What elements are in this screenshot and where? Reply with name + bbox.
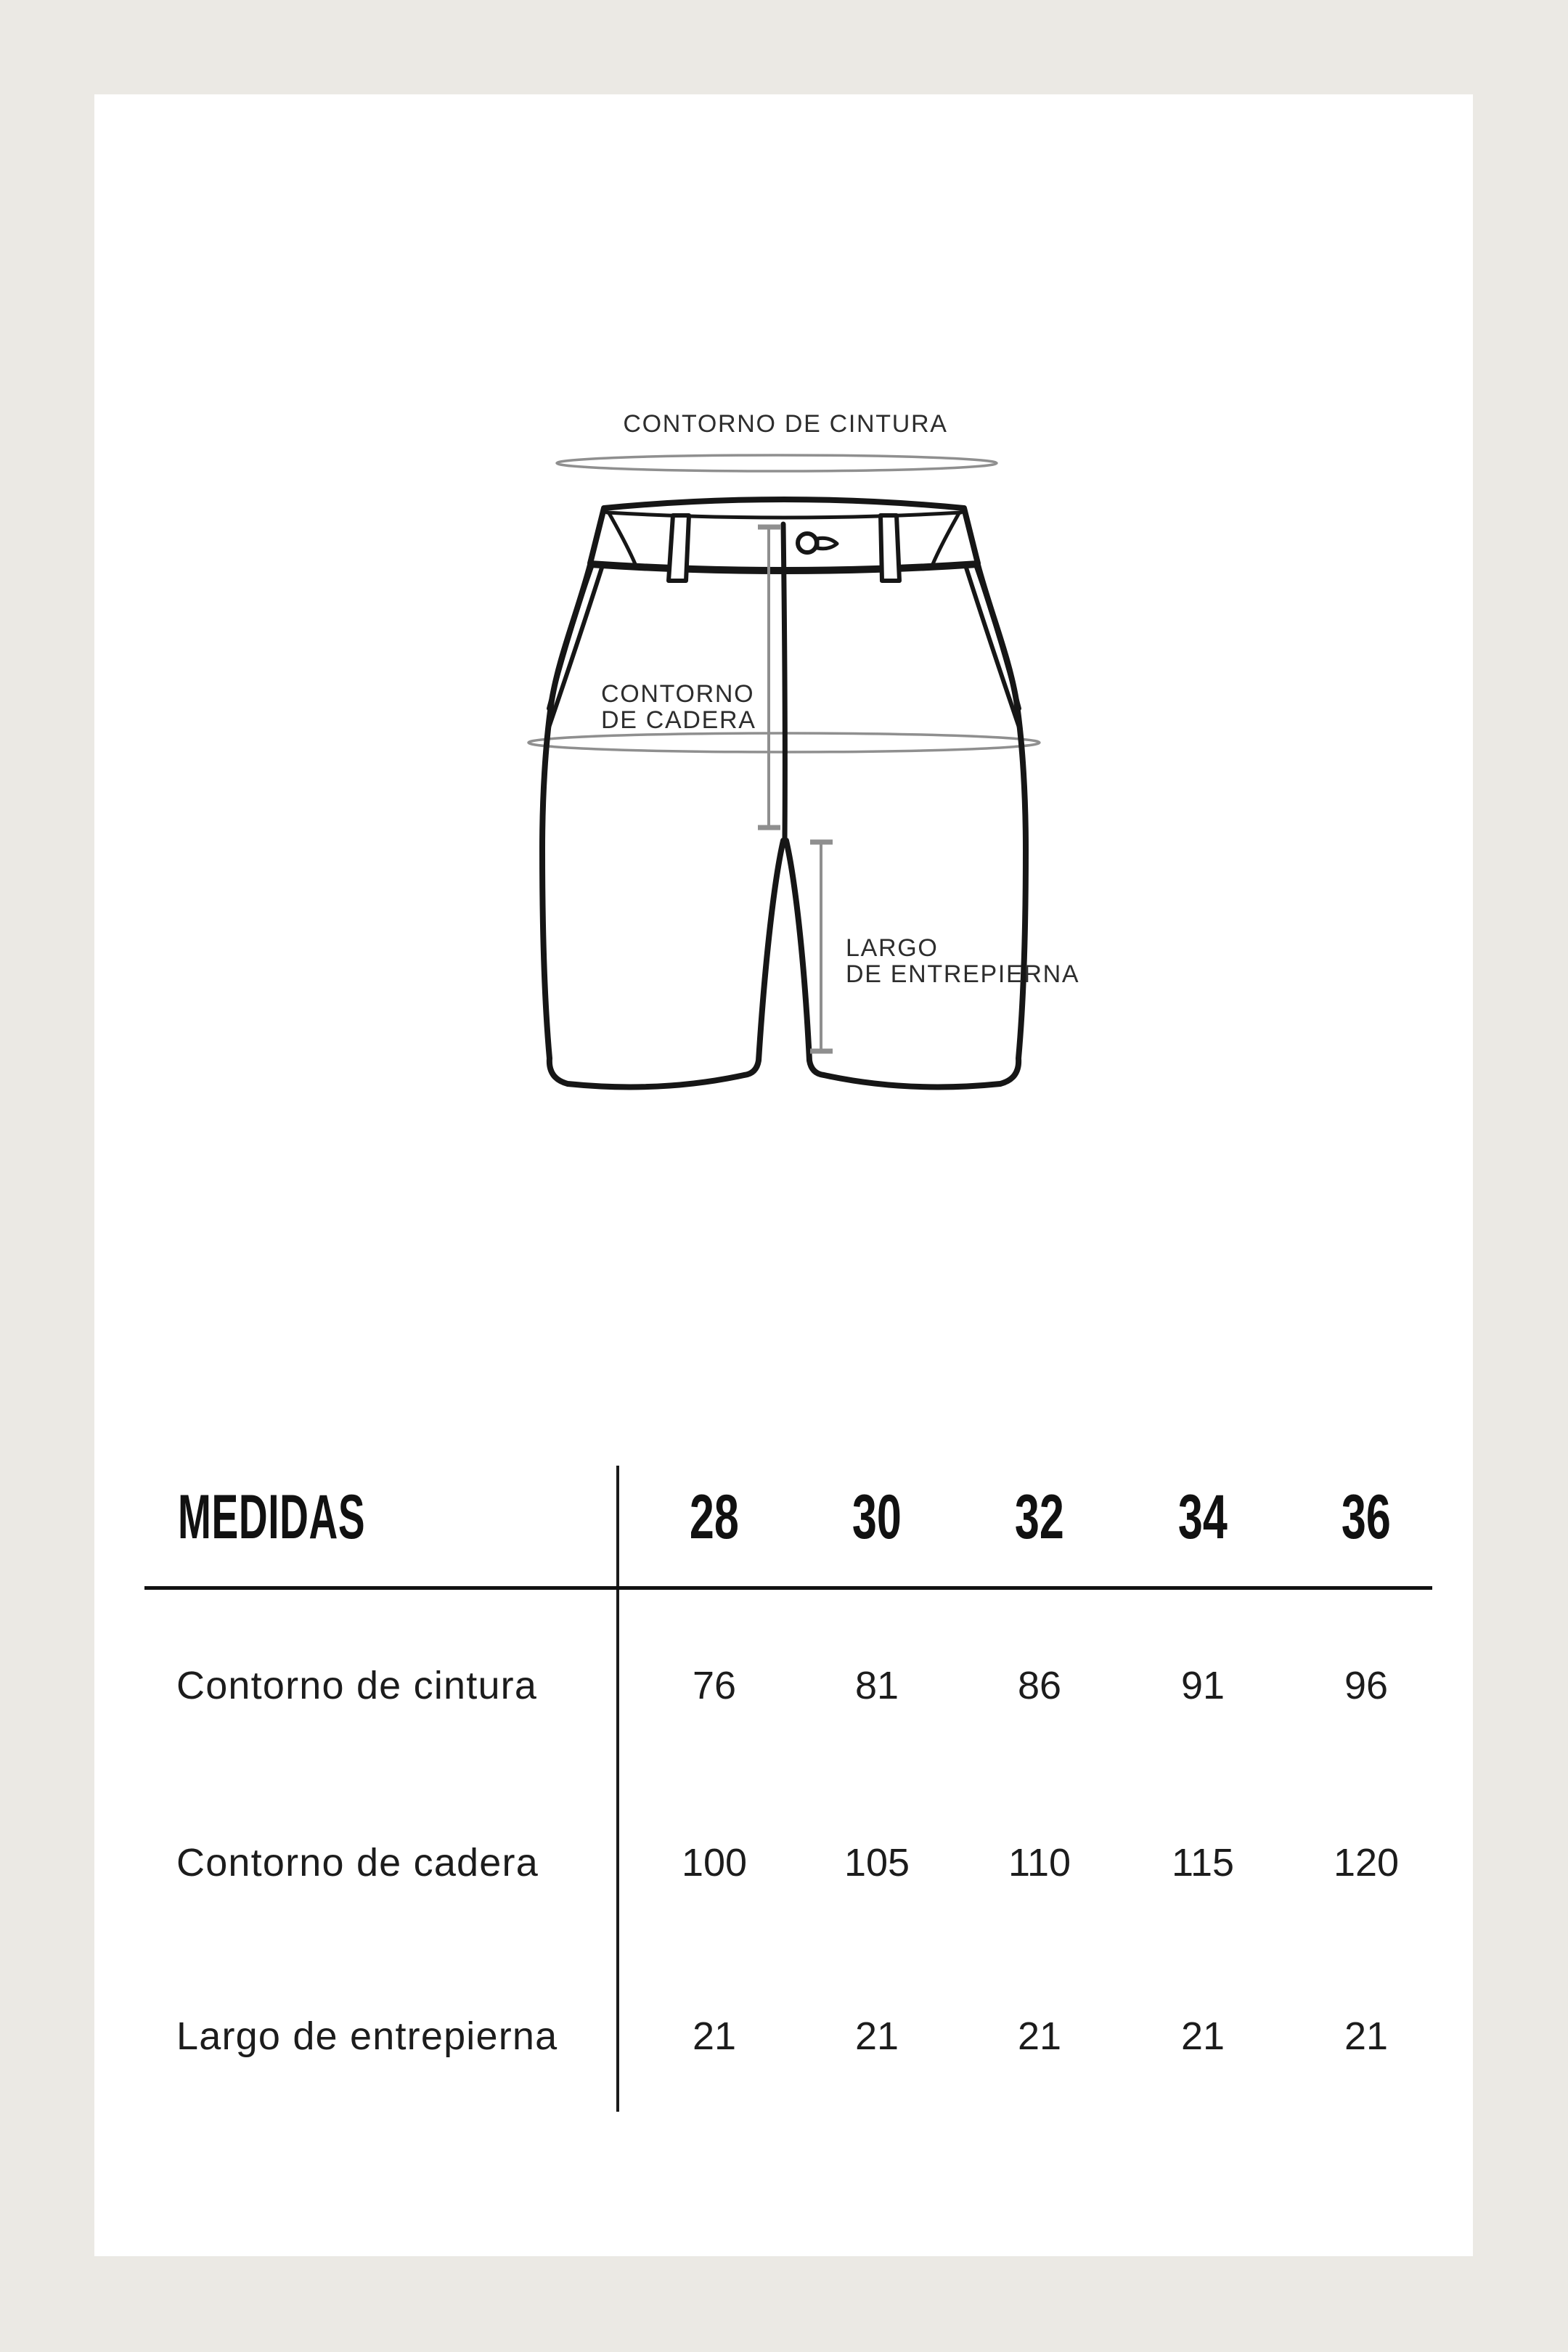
- table-cell: 86: [1017, 1664, 1062, 1707]
- table-row-waist: [94, 1664, 1473, 1707]
- table-title-text: MEDIDAS: [178, 1482, 366, 1552]
- hip-measure-label: [601, 681, 756, 733]
- waist-measure-ellipse: [557, 455, 997, 471]
- size-header-32: 32: [1015, 1482, 1064, 1552]
- belt-loop-left: [669, 515, 689, 581]
- shorts-diagram: [494, 407, 1089, 1132]
- size-header-30: 30: [852, 1482, 902, 1552]
- buttonhole-pointer: [817, 538, 837, 548]
- waist-measure-label: CONTORNO DE CINTURA: [623, 410, 948, 438]
- table-cell: 100: [681, 1841, 748, 1885]
- table-cell: 21: [692, 2014, 737, 2058]
- inseam-measure-label-line1: LARGO: [846, 934, 939, 962]
- table-cell: 21: [1344, 2014, 1389, 2058]
- size-guide-card: [94, 94, 1473, 2256]
- row-label: Contorno de cintura: [176, 1664, 538, 1707]
- inseam-measure-label: [846, 935, 1079, 987]
- hip-measure-label-line1: CONTORNO: [601, 680, 755, 708]
- table-cell: 21: [1180, 2014, 1225, 2058]
- row-label: Largo de entrepierna: [176, 2014, 558, 2058]
- table-title: [178, 1482, 471, 1561]
- inseam-measure-label-line2: DE ENTREPIERNA: [846, 960, 1080, 988]
- table-cell: 81: [854, 1664, 899, 1707]
- table-cell: 96: [1344, 1664, 1389, 1707]
- table-cell: 21: [854, 2014, 899, 2058]
- table-cell: 91: [1180, 1664, 1225, 1707]
- waist-button: [798, 534, 817, 552]
- table-header-row: [94, 1482, 1473, 1552]
- table-cell: 115: [1171, 1841, 1235, 1885]
- table-cell: 76: [692, 1664, 737, 1707]
- table-row-hip: [94, 1841, 1473, 1885]
- belt-loop-right: [881, 515, 899, 581]
- table-cell: 120: [1333, 1841, 1400, 1885]
- size-header-28: 28: [690, 1482, 739, 1552]
- table-cell: 110: [1008, 1841, 1071, 1885]
- table-row-inseam: [94, 2014, 1473, 2058]
- table-horizontal-rule: [144, 1586, 1432, 1590]
- row-label: Contorno de cadera: [176, 1841, 539, 1885]
- hip-measure-label-line2: DE CADERA: [601, 706, 756, 734]
- fly-seam: [783, 524, 785, 841]
- table-cell: 21: [1017, 2014, 1062, 2058]
- table-cell: 105: [844, 1841, 910, 1885]
- size-header-36: 36: [1342, 1482, 1391, 1552]
- size-header-34: 34: [1178, 1482, 1228, 1552]
